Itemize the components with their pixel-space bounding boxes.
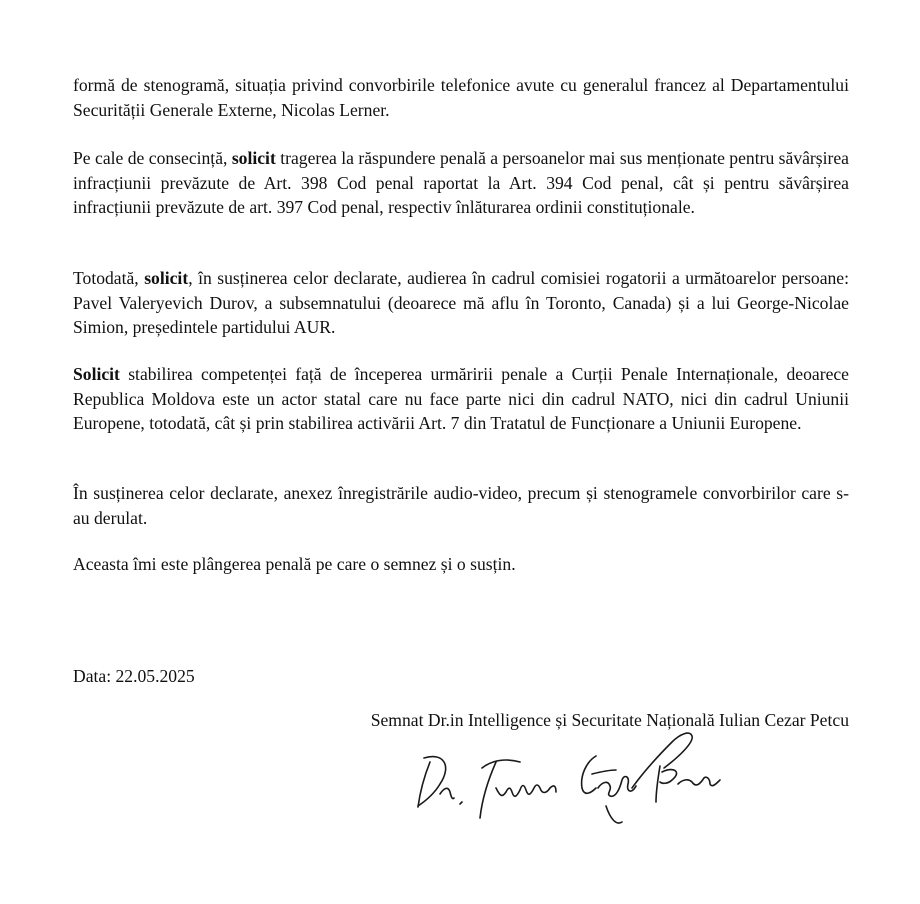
paragraph-text: , în susținerea celor declarate, audierea în cadrul comisiei rogatorii a următoarelor persoane: Pavel Valeryevich Durov, a subsemnatului (deoarece mă aflu în Toronto, Canada) și a lui George-Nicolae Simion, președintele partidului AUR.	[73, 268, 849, 337]
paragraph-request-criminal-liability	[73, 146, 849, 220]
paragraph-annexes	[73, 481, 849, 530]
date-line: Data: 22.05.2025	[73, 666, 195, 686]
paragraph-text: În susținerea celor declarate, anexez înregistrările audio-video, precum și stenogramele convorbirilor care s-au derulat.	[73, 483, 849, 528]
paragraph-closing	[73, 552, 849, 577]
paragraph-text: formă de stenogramă, situația privind convorbirile telefonice avute cu generalul francez al Departamentului Securității Generale Externe, Nicolas Lerner.	[73, 75, 849, 120]
paragraph-text: Totodată,	[73, 268, 145, 288]
paragraph-request-jurisdiction	[73, 362, 849, 436]
paragraph-text: tragerea la răspundere penală a persoanelor mai sus menționate pentru săvârșirea infracțiunii prevăzute de Art. 398 Cod penal raportat la Art. 394 Cod penal, cât și pentru săvârșirea infracțiunii prevăzute de art. 397 Cod penal, respectiv înlăturarea ordinii constituționale.	[73, 148, 849, 217]
paragraph-continuation	[73, 73, 849, 122]
paragraph-text: Aceasta îmi este plângerea penală pe care o semnez și o susțin.	[73, 554, 516, 574]
emphasis-solicit: Solicit	[73, 364, 120, 384]
signed-by-line: Semnat Dr.in Intelligence și Securitate Națională Iulian Cezar Petcu	[370, 710, 849, 730]
paragraph-text: Pe cale de consecință,	[73, 148, 232, 168]
paragraph-request-hearing	[73, 266, 849, 340]
emphasis-solicit: solicit	[231, 148, 276, 168]
paragraph-text: stabilirea competenței față de începerea urmăririi penale a Curții Penale Internaționale, deoarece Republica Moldova este un actor statal care nu face parte nici din cadrul NATO, nici din cadrul Uniunii Europene, totodată, cât și prin stabilirea activării Art. 7 din Tratatul de Funcționare a Uniunii Europene.	[73, 364, 849, 433]
emphasis-solicit: solicit	[144, 268, 189, 288]
handwritten-signature	[410, 722, 740, 832]
